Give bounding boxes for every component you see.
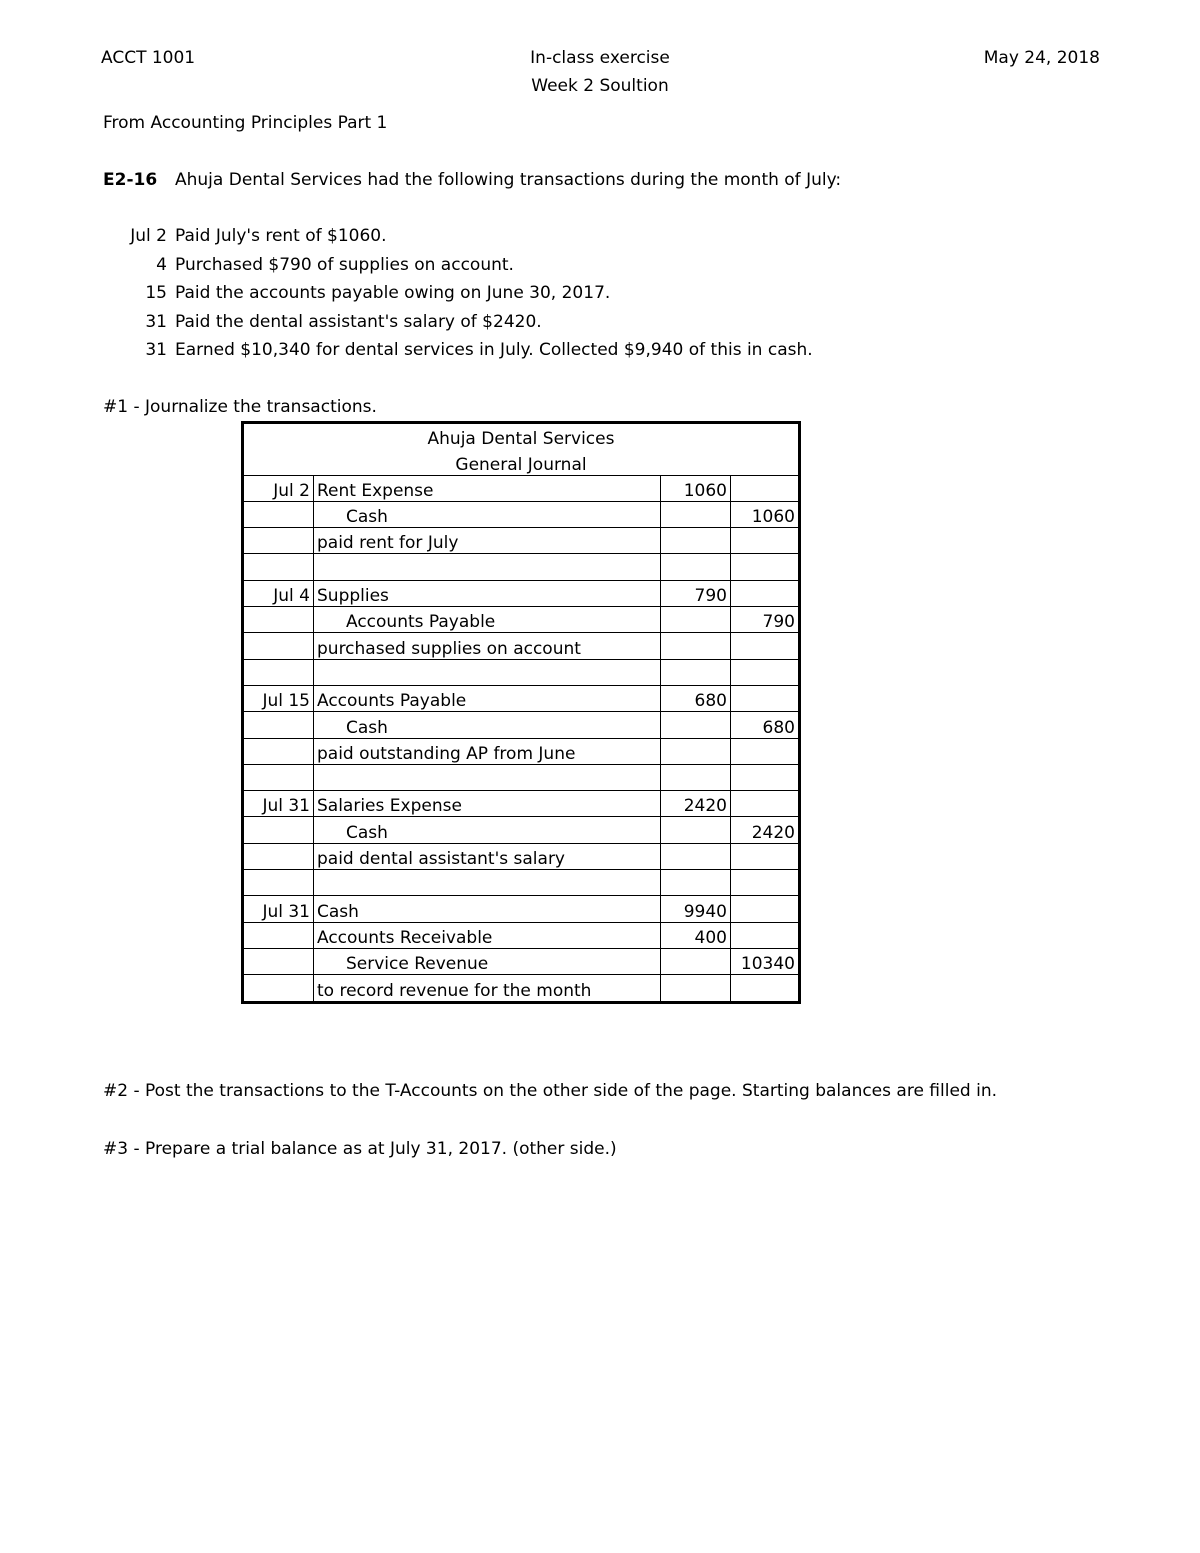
journal-account-cell: Supplies <box>314 580 661 606</box>
journal-date-cell: Jul 2 <box>243 475 314 501</box>
journal-row <box>243 528 800 554</box>
journal-credit-cell: 790 <box>731 607 800 633</box>
instruction-part-2: #2 - Post the transactions to the T-Accounts on the other side of the page. Starting balances are filled in. <box>103 1081 998 1101</box>
journal-date-cell <box>243 528 314 554</box>
journal-credit-cell <box>731 528 800 554</box>
journal-date-cell <box>243 975 314 1002</box>
journal-account-cell <box>314 554 661 580</box>
journal-credit-cell <box>731 475 800 501</box>
journal-date-cell <box>243 554 314 580</box>
journal-date-cell <box>243 817 314 843</box>
transaction-day: Jul 2 <box>130 226 167 246</box>
journal-account-cell: Cash <box>314 817 661 843</box>
journal-credit-cell: 680 <box>731 712 800 738</box>
journal-account-cell: Cash <box>314 896 661 922</box>
general-journal-table <box>241 421 801 1004</box>
instruction-part-3: #3 - Prepare a trial balance as at July 31, 2017. (other side.) <box>103 1139 617 1159</box>
source-line: From Accounting Principles Part 1 <box>103 113 388 133</box>
journal-credit-cell <box>731 633 800 659</box>
journal-credit-cell <box>731 896 800 922</box>
journal-row <box>243 896 800 922</box>
journal-debit-cell <box>661 659 731 685</box>
journal-row <box>243 712 800 738</box>
instruction-part-1: #1 - Journalize the transactions. <box>103 397 377 417</box>
course-code: ACCT 1001 <box>101 48 196 68</box>
journal-row <box>243 738 800 764</box>
journal-credit-cell <box>731 659 800 685</box>
journal-debit-cell <box>661 870 731 896</box>
journal-account-cell <box>314 659 661 685</box>
journal-debit-cell: 1060 <box>661 475 731 501</box>
journal-credit-cell <box>731 764 800 790</box>
journal-account-cell <box>314 764 661 790</box>
journal-date-cell: Jul 4 <box>243 580 314 606</box>
journal-debit-cell <box>661 975 731 1002</box>
journal-credit-cell <box>731 975 800 1002</box>
journal-date-cell <box>243 501 314 527</box>
journal-debit-cell <box>661 843 731 869</box>
journal-debit-cell <box>661 501 731 527</box>
transaction-text: Purchased $790 of supplies on account. <box>175 255 514 275</box>
journal-row <box>243 948 800 974</box>
journal-account-cell: Service Revenue <box>314 948 661 974</box>
journal-debit-cell <box>661 738 731 764</box>
journal-row <box>243 685 800 711</box>
journal-debit-cell: 680 <box>661 685 731 711</box>
journal-date-cell <box>243 948 314 974</box>
transaction-day: 31 <box>145 340 167 360</box>
journal-credit-cell <box>731 870 800 896</box>
journal-credit-cell <box>731 922 800 948</box>
journal-row <box>243 975 800 1002</box>
journal-company-name: Ahuja Dental Services <box>243 423 800 450</box>
journal-credit-cell: 2420 <box>731 817 800 843</box>
journal-credit-cell <box>731 685 800 711</box>
journal-account-cell: Salaries Expense <box>314 791 661 817</box>
journal-account-cell: paid dental assistant's salary <box>314 843 661 869</box>
transaction-day: 4 <box>156 255 167 275</box>
journal-date-cell: Jul 31 <box>243 791 314 817</box>
transaction-text: Paid July's rent of $1060. <box>175 226 387 246</box>
journal-debit-cell: 2420 <box>661 791 731 817</box>
journal-credit-cell: 1060 <box>731 501 800 527</box>
journal-debit-cell <box>661 764 731 790</box>
transaction-day: 31 <box>145 312 167 332</box>
transaction-text: Paid the dental assistant's salary of $2420. <box>175 312 542 332</box>
document-subtitle: Week 2 Soultion <box>531 76 669 96</box>
journal-row <box>243 843 800 869</box>
journal-account-cell: Cash <box>314 501 661 527</box>
journal-debit-cell <box>661 528 731 554</box>
journal-account-cell: Rent Expense <box>314 475 661 501</box>
journal-row <box>243 870 800 896</box>
journal-date-cell <box>243 922 314 948</box>
journal-row <box>243 817 800 843</box>
journal-row <box>243 922 800 948</box>
journal-credit-cell <box>731 554 800 580</box>
journal-row <box>243 580 800 606</box>
transaction-text: Paid the accounts payable owing on June 30, 2017. <box>175 283 611 303</box>
journal-debit-cell <box>661 712 731 738</box>
journal-date-cell: Jul 31 <box>243 896 314 922</box>
transaction-text: Earned $10,340 for dental services in July. Collected $9,940 of this in cash. <box>175 340 813 360</box>
journal-date-cell <box>243 607 314 633</box>
journal-account-cell: purchased supplies on account <box>314 633 661 659</box>
journal-date-cell <box>243 659 314 685</box>
journal-debit-cell <box>661 948 731 974</box>
journal-row <box>243 501 800 527</box>
journal-row <box>243 764 800 790</box>
transaction-day: 15 <box>145 283 167 303</box>
journal-date-cell <box>243 764 314 790</box>
journal-debit-cell: 790 <box>661 580 731 606</box>
journal-date-cell <box>243 712 314 738</box>
journal-account-cell: Accounts Receivable <box>314 922 661 948</box>
journal-account-cell: Accounts Payable <box>314 685 661 711</box>
journal-account-cell: Cash <box>314 712 661 738</box>
journal-title: General Journal <box>243 449 800 475</box>
journal-date-cell <box>243 633 314 659</box>
journal-row <box>243 475 800 501</box>
journal-row <box>243 633 800 659</box>
journal-account-cell: to record revenue for the month <box>314 975 661 1002</box>
journal-debit-cell: 9940 <box>661 896 731 922</box>
exercise-description: Ahuja Dental Services had the following transactions during the month of July: <box>175 170 842 190</box>
journal-row <box>243 659 800 685</box>
journal-credit-cell <box>731 580 800 606</box>
journal-date-cell <box>243 870 314 896</box>
document-title: In-class exercise <box>530 48 670 68</box>
journal-credit-cell: 10340 <box>731 948 800 974</box>
journal-debit-cell: 400 <box>661 922 731 948</box>
journal-debit-cell <box>661 554 731 580</box>
journal-account-cell: paid rent for July <box>314 528 661 554</box>
journal-row <box>243 607 800 633</box>
journal-row <box>243 791 800 817</box>
journal-date-cell <box>243 843 314 869</box>
journal-row <box>243 554 800 580</box>
journal-credit-cell <box>731 843 800 869</box>
journal-credit-cell <box>731 791 800 817</box>
document-date: May 24, 2018 <box>983 48 1100 68</box>
journal-debit-cell <box>661 633 731 659</box>
journal-account-cell: Accounts Payable <box>314 607 661 633</box>
exercise-code: E2-16 <box>103 170 158 190</box>
journal-credit-cell <box>731 738 800 764</box>
journal-date-cell: Jul 15 <box>243 685 314 711</box>
journal-debit-cell <box>661 607 731 633</box>
journal-account-cell <box>314 870 661 896</box>
journal-debit-cell <box>661 817 731 843</box>
journal-account-cell: paid outstanding AP from June <box>314 738 661 764</box>
journal-date-cell <box>243 738 314 764</box>
